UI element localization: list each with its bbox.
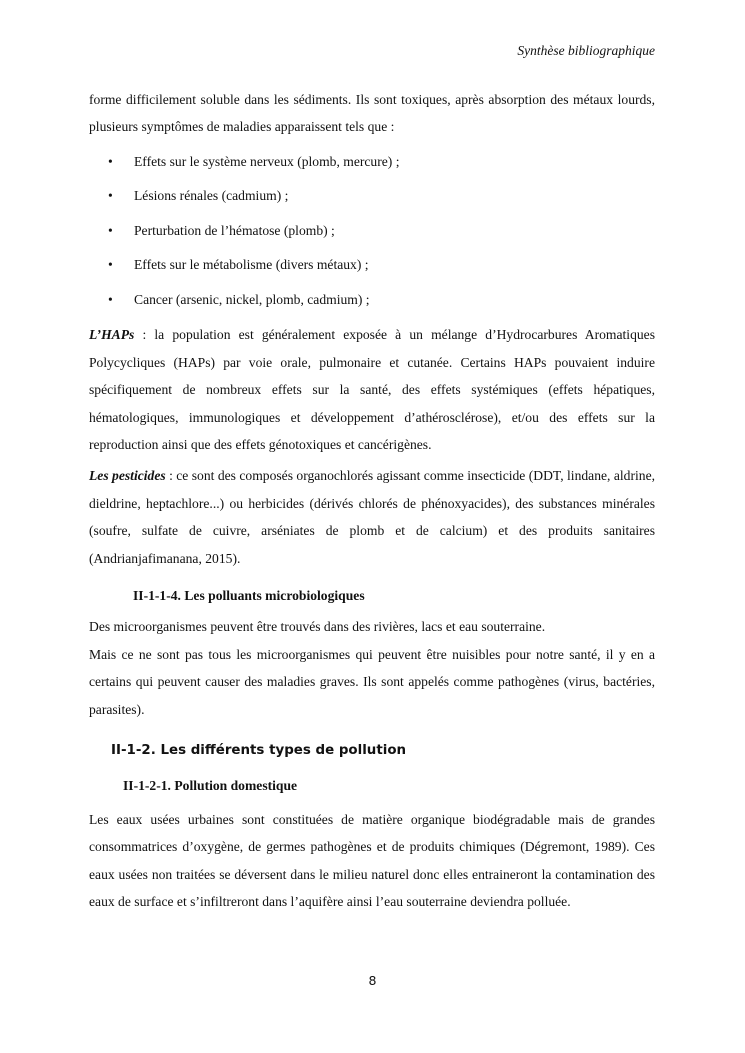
microbio-paragraph-1: Des microorganismes peuvent être trouvés dans des rivières, lacs et eau souterraine.	[89, 619, 546, 635]
intro-paragraph: forme difficilement soluble dans les sédiments. Ils sont toxiques, après absorption des métaux lourds, plusieurs symptômes de maladies apparaissent tels que :	[89, 92, 655, 135]
heading-microbiological-pollutants: II-1-1-4. Les polluants microbiologiques	[133, 587, 365, 603]
haps-paragraph	[89, 321, 655, 458]
list-item: • Effets sur le système nerveux (plomb, mercure) ;	[89, 145, 655, 180]
domestic-paragraph: Les eaux usées urbaines sont constituées de matière organique biodégradable mais de grandes consommatrices d’oxygène, de germes pathogènes et de produits chimiques (Dégremont, 1989). Ces eaux usées non traitées se déversent dans le milieu naturel donc elles entraineront la contamination des eaux de surface et s’infiltreront dans l’aquifère ainsi l’eau souterraine deviendra polluée.	[89, 811, 655, 910]
microbio-paragraph-2: Mais ce ne sont pas tous les microorganismes qui peuvent être nuisibles pour notre santé, il y en a certains qui peuvent causer des maladies graves. Ils sont appelés comme pathogènes (virus, bactéries, parasites).	[89, 646, 655, 717]
pesticides-term: Les pesticides	[89, 468, 166, 484]
symptom-list	[89, 145, 655, 318]
pesticides-paragraph	[89, 462, 655, 572]
pesticides-text: : ce sont des composés organochlorés agissant comme insecticide (DDT, lindane, aldrine, dieldrine, heptachlore...) ou herbicides (dérivés chlorés de phénoxyacides), des substances minérales (soufre, sulfate de cuivre, arséniates de plomb et de calcium) et des produits sanitaires (Andrianjafimanana, 2015).	[89, 468, 655, 566]
heading-domestic-pollution: II-1-2-1. Pollution domestique	[123, 778, 298, 794]
running-header: Synthèse bibliographique	[517, 43, 655, 58]
list-item: • Effets sur le métabolisme (divers métaux) ;	[89, 248, 655, 283]
page-number: 8	[368, 973, 377, 988]
heading-pollution-types: II-1-2. Les différents types de pollution	[111, 743, 407, 758]
list-item: • Cancer (arsenic, nickel, plomb, cadmium) ;	[89, 283, 655, 318]
page-body	[89, 86, 655, 915]
list-item: • Perturbation de l’hématose (plomb) ;	[89, 214, 655, 249]
list-item: • Lésions rénales (cadmium) ;	[89, 179, 655, 214]
haps-term: L’HAPs	[89, 327, 135, 343]
haps-text: : la population est généralement exposée à un mélange d’Hydrocarbures Aromatiques Polycycliques (HAPs) par voie orale, pulmonaire et cutanée. Certains HAPs pouvaient induire spécifiquement de nombreux effets sur la santé, des effets systémiques (effets hépatiques, hématologiques, immunologiques et développement d’athérosclérose), et/ou des effets sur la reproduction ainsi que des effets génotoxiques et cancérigènes.	[89, 327, 655, 452]
